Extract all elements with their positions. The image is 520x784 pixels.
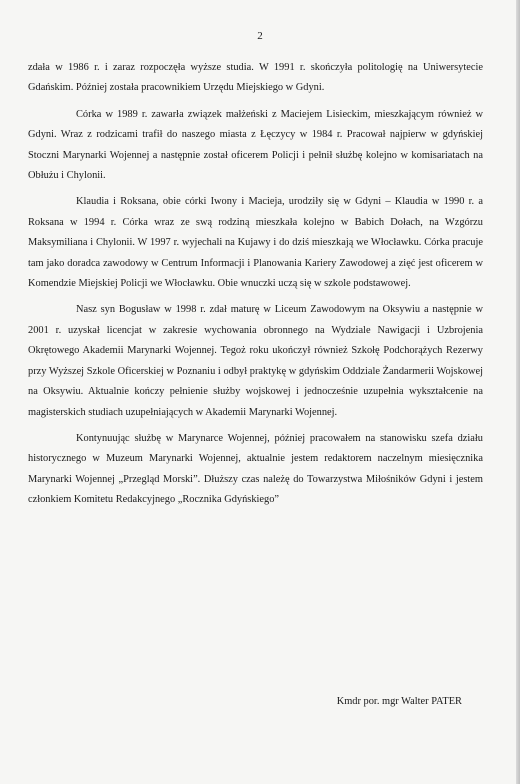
- scan-edge: [516, 0, 520, 784]
- page-number: 2: [257, 30, 263, 42]
- signature: Kmdr por. mgr Walter PATER: [336, 696, 462, 707]
- document-body: [28, 58, 483, 517]
- paragraph-4: Nasz syn Bogusław w 1998 r. zdał maturę w Liceum Zawodowym na Oksywiu a następnie w 2001 r. uzyskał licencjat w zakresie wychowania obronnego na Wydziale Nawigacji i Uzbrojenia Okrętowego Akademii Marynarki Wojennej. Tegoż roku ukończył również Szkołę Podchorążych Rezerwy przy Wyższej Szkole Oficerskiej w Poznaniu i odbył praktykę w gdyńskim Oddziale Żandarmerii Wojskowej na Oksywiu. Aktualnie kończy pełnienie służby wojskowej i jednocześnie uzupełnia wykształcenie na magisterskich studiach uzupełniających w Akademii Marynarki Wojennej.: [28, 304, 483, 418]
- paragraph-3: Klaudia i Roksana, obie córki Iwony i Macieja, urodziły się w Gdyni – Klaudia w 1990 r. a Roksana w 1994 r. Córka wraz ze swą rodziną mieszkała kolejno w Babich Dołach, na Wzgórzu Maksymiliana i Chylonii. W 1997 r. wyjechali na Kujawy i do dziś mieszkają we Włocławku. Córka pracuje tam jako doradca zawodowy w Centrum Informacji i Planowania Kariery Zawodowej a zięć jest oficerem w Komendzie Miejskiej Policji we Włocławku. Obie wnuczki uczą się w szkole podstawowej.: [28, 196, 483, 290]
- paragraph-5: Kontynuując służbę w Marynarce Wojennej, później pracowałem na stanowisku szefa działu historycznego w Muzeum Marynarki Wojennej, aktualnie jestem redaktorem naczelnym miesięcznika Marynarki Wojennej „Przegląd Morski”. Dłuższy czas należę do Towarzystwa Miłośników Gdyni i jestem członkiem Komitetu Redakcyjnego „Rocznika Gdyńskiego”: [28, 432, 483, 506]
- paragraph-2: Córka w 1989 r. zawarła związek małżeński z Maciejem Lisieckim, mieszkającym również w Gdyni. Wraz z rodzicami trafił do naszego miasta z Łęczycy w 1984 r. Pracował najpierw w gdyńskiej Stoczni Marynarki Wojennej a następnie został oficerem Policji i pełnił służbę kolejno w komisariatach na Obłużu i Chylonii.: [28, 108, 483, 182]
- paragraph-1: zdała w 1986 r. i zaraz rozpoczęła wyższe studia. W 1991 r. skończyła politologię na Uniwersytecie Gdańskim. Później została pracownikiem Urzędu Miejskiego w Gdyni.: [28, 62, 483, 94]
